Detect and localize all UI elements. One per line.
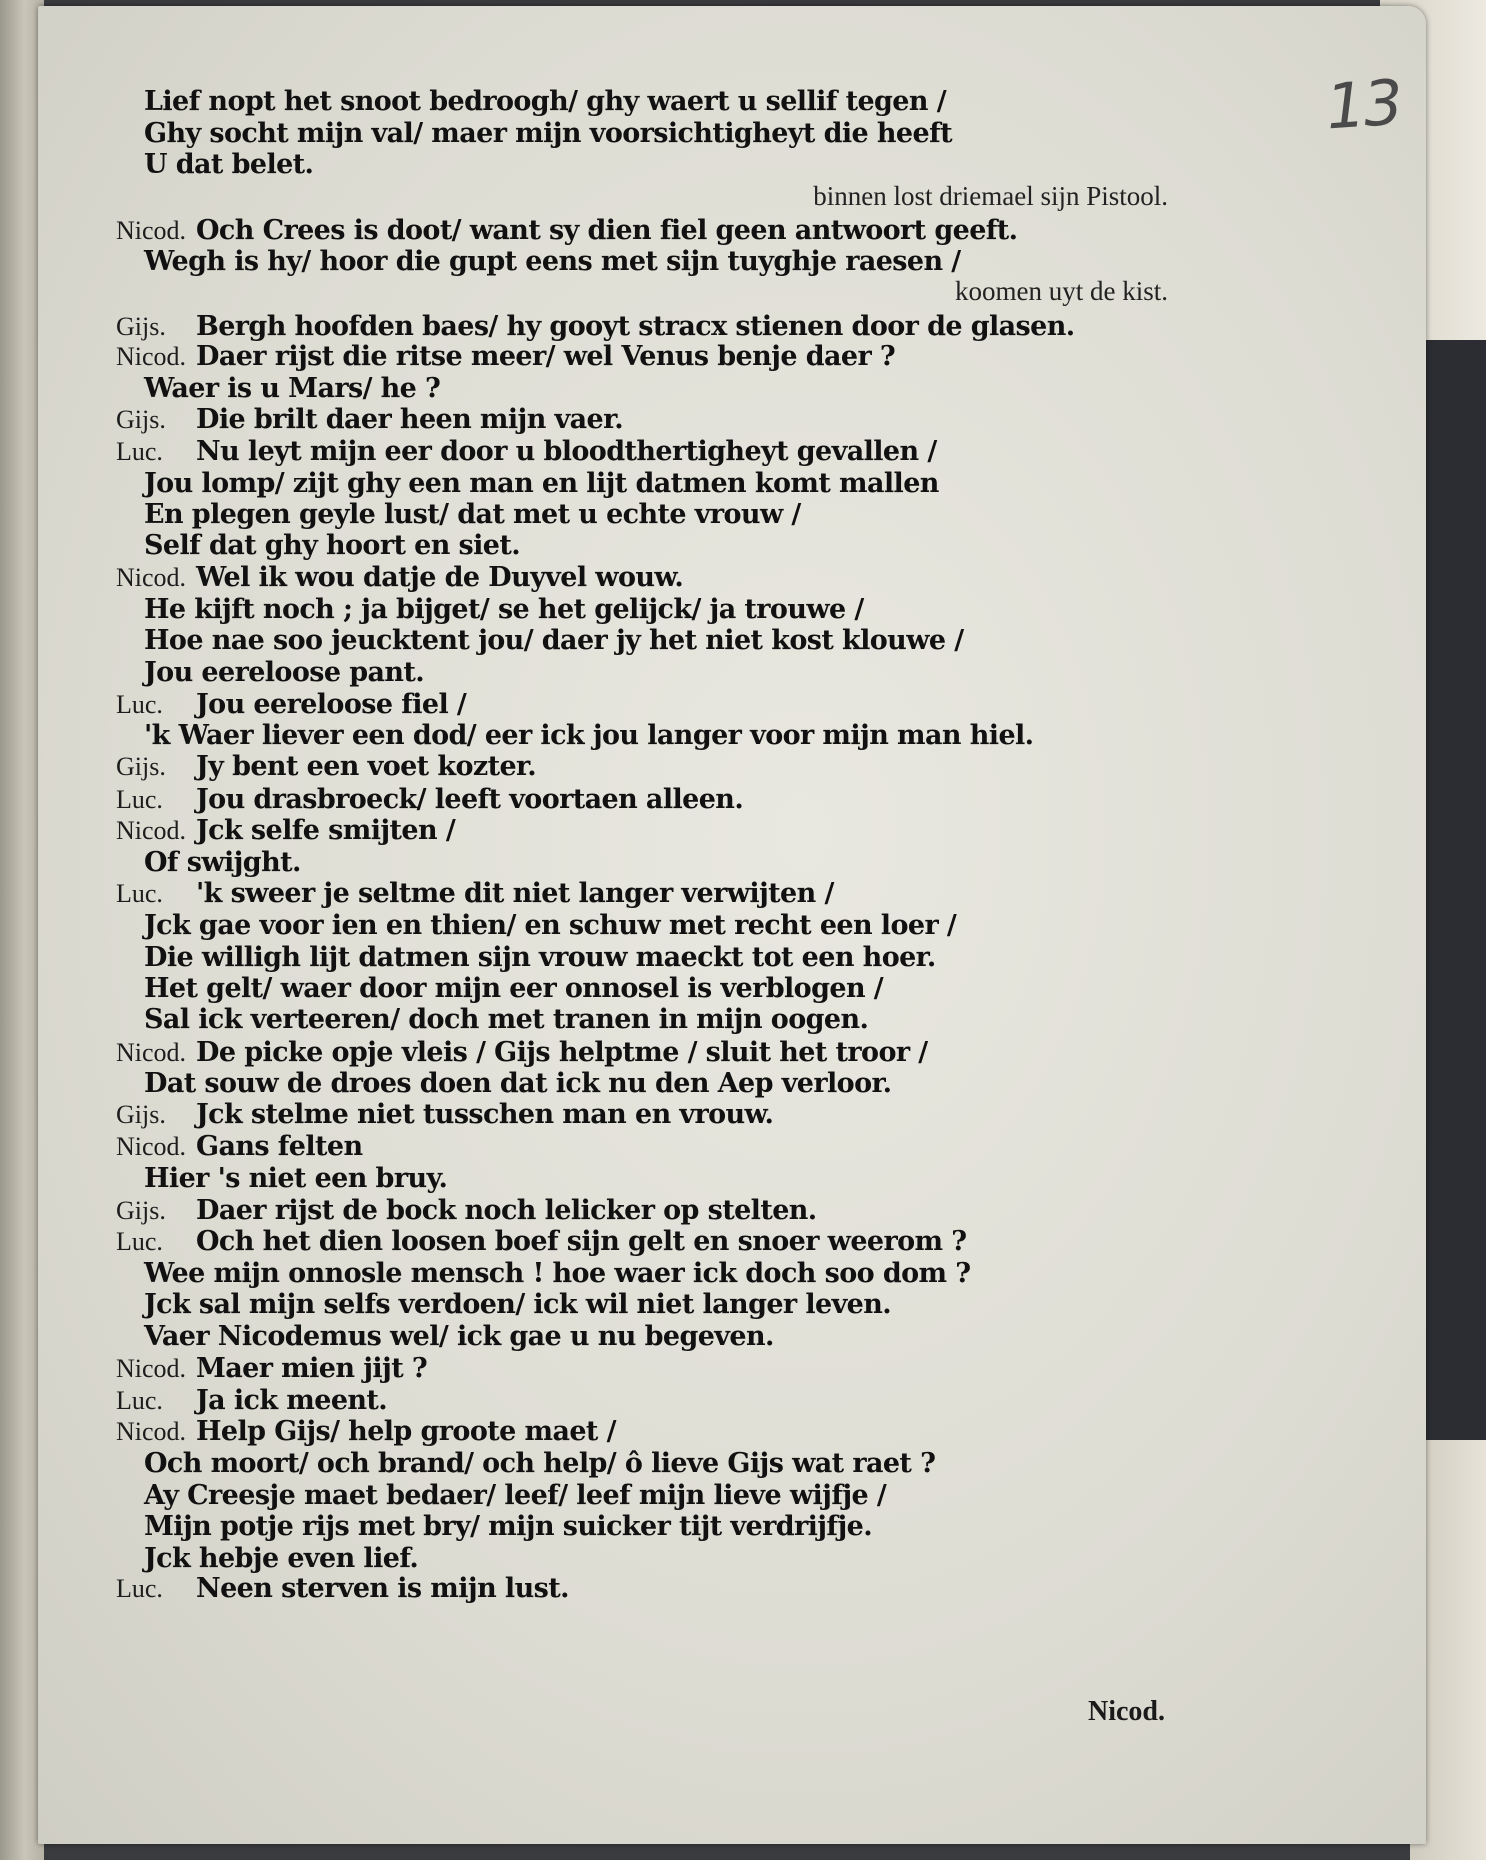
text-line (144, 1480, 886, 1511)
verse-text: En plegen geyle lust/ dat met u echte vrouw / (144, 499, 801, 530)
text-line (144, 1258, 971, 1289)
text-line (144, 1321, 774, 1352)
verse-text: Daer rijst de bock noch lelicker op stelten. (196, 1195, 817, 1226)
text-line (116, 341, 895, 372)
verse-text: Ay Creesje maet bedaer/ leef/ leef mijn lieve wijfje / (144, 1480, 887, 1511)
binding-background-strip (1420, 340, 1486, 1440)
text-line (144, 594, 864, 625)
text-line (144, 1163, 447, 1194)
verse-text: Wee mijn onnosle mensch ! hoe waer ick doch soo dom ? (144, 1258, 971, 1289)
verse-text: De picke opje vleis / Gijs helptme / sluit het troor / (196, 1037, 928, 1068)
verse-text: Jck hebje even lief. (144, 1543, 419, 1574)
text-line (116, 1131, 363, 1162)
text-line (144, 720, 1033, 751)
verse-text: U dat belet. (144, 149, 314, 180)
verse-text: Lief nopt het snoot bedroogh/ ghy waert u sellif tegen / (144, 86, 946, 117)
text-line (144, 910, 956, 941)
verse-text: Jou drasbroeck/ leeft voortaen alleen. (196, 784, 744, 815)
verse-text: Och Crees is doot/ want sy dien fiel geen antwoort geeft. (196, 215, 1018, 246)
text-line (116, 1353, 427, 1384)
verse-text: Jy bent een voet kozter. (196, 751, 537, 782)
catchword: Nicod. (1088, 1696, 1165, 1727)
verse-text: Och moort/ och brand/ och help/ ô lieve Gijs wat raet ? (144, 1448, 936, 1479)
verse-text: 'k sweer je seltme dit niet langer verwijten / (196, 878, 834, 909)
verse-text: Ja ick meent. (196, 1385, 388, 1416)
text-line (144, 1543, 418, 1574)
text-line (144, 625, 964, 656)
text-line (144, 1448, 935, 1479)
verse-text: Wegh is hy/ hoor die gupt eens met sijn tuyghje raesen / (144, 246, 961, 277)
speaker-label: Nicod. (116, 1132, 187, 1161)
speaker-label: Gijs. (116, 752, 166, 781)
verse-text: Jou eereloose fiel / (196, 689, 467, 720)
verse-text: Gans felten (196, 1131, 363, 1162)
text-line (116, 751, 536, 782)
verse-text: Ghy socht mijn val/ maer mijn voorsichtigheyt die heeft (144, 118, 952, 149)
speaker-label: Luc. (116, 879, 163, 908)
text-line (144, 246, 961, 277)
stage-direction: koomen uyt de kist. (955, 276, 1168, 306)
speaker-label: Gijs. (116, 1196, 166, 1225)
verse-text: Och het dien loosen boef sijn gelt en snoer weerom ? (196, 1226, 967, 1257)
text-line (144, 149, 313, 180)
text-line (116, 1099, 773, 1130)
text-line (144, 1289, 891, 1320)
text-line (116, 1416, 616, 1447)
text-line (144, 86, 946, 117)
verse-text: Self dat ghy hoort en siet. (144, 530, 521, 561)
speaker-label: Luc. (116, 690, 163, 719)
speaker-label: Luc. (116, 1574, 163, 1603)
text-line (116, 689, 466, 720)
speaker-label: Nicod. (116, 1354, 187, 1383)
verse-text: Hoe nae soo jeucktent jou/ daer jy het niet kost klouwe / (144, 625, 964, 656)
text-line (144, 499, 801, 530)
speaker-label: Gijs. (116, 312, 166, 341)
verse-text: Jck stelme niet tusschen man en vrouw. (196, 1099, 774, 1130)
text-line (144, 1004, 868, 1035)
text-line (144, 657, 424, 688)
verse-text: He kijft noch ; ja bijget/ se het gelijck/ ja trouwe / (144, 594, 864, 625)
verse-text: 'k Waer liever een dod/ eer ick jou langer voor mijn man hiel. (144, 720, 1034, 751)
text-line (144, 942, 936, 973)
text-line (116, 1037, 928, 1068)
speaker-label: Gijs. (116, 405, 166, 434)
verse-text: Die willigh lijt datmen sijn vrouw maeckt tot een hoer. (144, 942, 936, 973)
speaker-label: Nicod. (116, 342, 187, 371)
verse-text: Bergh hoofden baes/ hy gooyt stracx stienen door de glasen. (196, 311, 1075, 342)
text-line (116, 311, 1075, 342)
text-line (144, 847, 301, 878)
text-line (144, 1068, 891, 1099)
verse-text: Jck gae voor ien en thien/ en schuw met recht een loer / (144, 910, 957, 941)
text-line (116, 562, 683, 593)
book-page (38, 6, 1426, 1844)
verse-text: Vaer Nicodemus wel/ ick gae u nu begeven. (144, 1321, 774, 1352)
text-line (116, 1573, 569, 1604)
speaker-label: Luc. (116, 785, 163, 814)
text-line (144, 118, 952, 149)
text-line (116, 436, 937, 467)
text-line (116, 815, 455, 846)
speaker-label: Nicod. (116, 1038, 187, 1067)
verse-text: Dat souw de droes doen dat ick nu den Aep verloor. (144, 1068, 892, 1099)
verse-text: Nu leyt mijn eer door u bloodthertigheyt gevallen / (196, 436, 937, 467)
text-line (116, 878, 834, 909)
text-line (144, 373, 440, 404)
speaker-label: Luc. (116, 1386, 163, 1415)
text-line (144, 530, 520, 561)
text-line (144, 1511, 872, 1542)
speaker-label: Gijs. (116, 1100, 166, 1129)
verse-text: Die brilt daer heen mijn vaer. (196, 404, 624, 435)
stage-direction: binnen lost driemael sijn Pistool. (813, 181, 1168, 211)
verse-text: Maer mien jijt ? (196, 1353, 428, 1384)
text-line (116, 1226, 967, 1257)
speaker-label: Nicod. (116, 216, 187, 245)
verse-text: Jck selfe smijten / (196, 815, 456, 846)
text-line (116, 215, 1017, 246)
page-number: 13 (1323, 65, 1404, 144)
speaker-label: Luc. (116, 437, 163, 466)
verse-text: Mijn potje rijs met bry/ mijn suicker tijt verdrijfje. (144, 1511, 872, 1542)
verse-text: Wel ik wou datje de Duyvel wouw. (196, 562, 684, 593)
text-line (116, 1385, 387, 1416)
verse-text: Hier 's niet een bruy. (144, 1163, 448, 1194)
verse-text: Jck sal mijn selfs verdoen/ ick wil niet langer leven. (144, 1289, 892, 1320)
text-line (116, 784, 743, 815)
text-line (116, 404, 623, 435)
speaker-label: Nicod. (116, 816, 187, 845)
verse-text: Waer is u Mars/ he ? (144, 373, 441, 404)
verse-text: Sal ick verteeren/ doch met tranen in mijn oogen. (144, 1004, 869, 1035)
verse-text: Jou eereloose pant. (144, 657, 425, 688)
verse-text: Het gelt/ waer door mijn eer onnosel is verblogen / (144, 973, 884, 1004)
text-line (144, 973, 883, 1004)
text-line (116, 1195, 817, 1226)
verse-text: Jou lomp/ zijt ghy een man en lijt datmen komt mallen (144, 468, 939, 499)
speaker-label: Luc. (116, 1227, 163, 1256)
speaker-label: Nicod. (116, 563, 187, 592)
verse-text: Neen sterven is mijn lust. (196, 1573, 569, 1604)
speaker-label: Nicod. (116, 1417, 187, 1446)
text-line (144, 468, 939, 499)
verse-text: Help Gijs/ help groote maet / (196, 1416, 616, 1447)
verse-text: Of swijght. (144, 847, 301, 878)
verse-text: Daer rijst die ritse meer/ wel Venus benje daer ? (196, 341, 896, 372)
